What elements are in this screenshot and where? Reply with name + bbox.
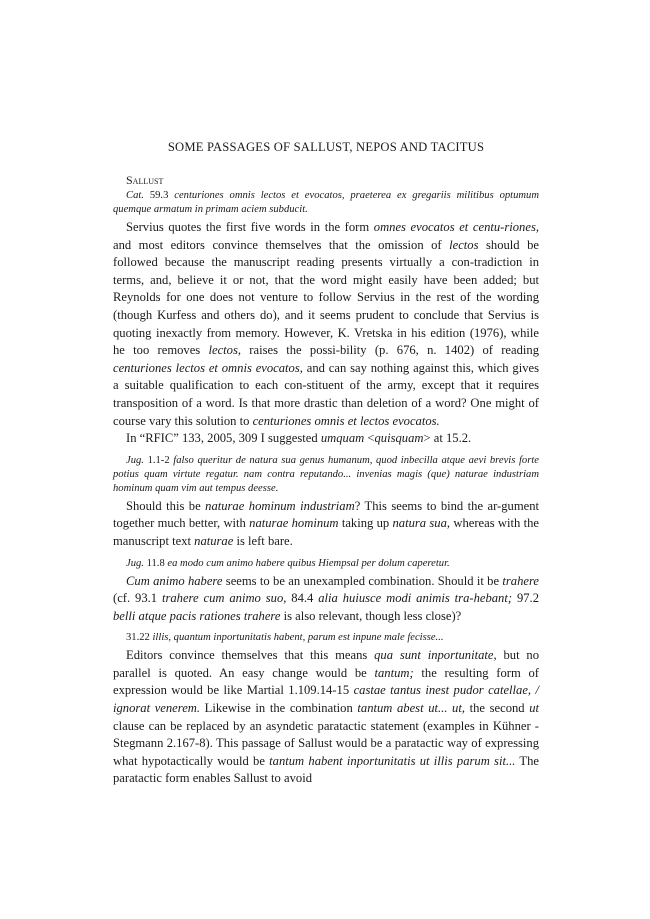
text-run: 31.22 — [126, 632, 153, 644]
text-run: and can say nothing against this, which gives a suitable qualification to each con-stituent of the army, except that it requires transposition of a word. Is that more drastic than deletion of a word? One might of course vary this solution to — [113, 360, 539, 428]
italic-text: falso queritur de natura sua genus humanum, quod inbecilla atque aevi brevis forte potius quam virtute regatur. nam contra reputando... invenias magis (que) naturae industriam hominum quam vim aut tempus deesse. — [113, 454, 539, 494]
italic-text: umquam — [320, 431, 365, 446]
italic-text: tantum habent inportunitatis ut illis parum sit... — [269, 753, 516, 768]
italic-text: belli atque pacis rationes trahere — [113, 608, 281, 623]
text-run: Editors convince themselves that this means — [126, 648, 375, 663]
paragraph — [113, 498, 539, 551]
text-run: < — [364, 431, 375, 446]
italic-text: tantum; — [374, 665, 414, 680]
text-run: is left bare. — [233, 533, 293, 548]
italic-text: ea modo cum animo habere quibus Hiempsal per dolum caperetur. — [167, 557, 450, 569]
quoted-passage — [113, 454, 539, 496]
text-run: but no parallel is quoted. An easy change would be — [113, 648, 540, 680]
text-run: 84.4 — [286, 591, 319, 606]
italic-text: illis, quantum inportunitatis habent, parum est inpune male fecisse... — [152, 632, 444, 644]
paragraph — [113, 647, 539, 788]
italic-text: Jug. — [126, 454, 144, 466]
italic-text: qua sunt inportunitate, — [374, 648, 497, 663]
text-run: and most editors convince themselves that the omission of — [113, 237, 450, 252]
text-run: 97.2 — [512, 591, 539, 606]
body-text — [113, 189, 539, 788]
text-run: 59.3 — [143, 190, 175, 201]
page-title: SOME PASSAGES OF SALLUST, NEPOS AND TACITUS — [167, 140, 485, 154]
text-run: Servius quotes the first five words in the form — [126, 220, 374, 234]
paragraph — [113, 573, 539, 626]
italic-text: Cum animo habere — [126, 573, 223, 588]
italic-text: Cat. — [126, 190, 144, 201]
text-run: should be followed because the manuscript reading presents virtually a con-tradiction in terms, and, believe it or not, that the word might easily have been added; but Reynolds for one does not venture to follow Servius in the rest of the wording (though Kurfess and others do), and it seems prudent to conclude that Servius is quoting inexactly from memory. However, K. Vretska in his edition (1976), while he too removes — [113, 237, 539, 358]
text-run: The paratactic form enables Sallust to avoid — [113, 753, 539, 786]
italic-text: naturae — [194, 533, 234, 548]
text-run: taking up — [338, 516, 393, 531]
text-run: In “RFIC” 133, 2005, 309 I suggested — [126, 431, 321, 446]
italic-text: tantum abest ut... ut, — [357, 701, 465, 716]
italic-text: Jug. — [126, 557, 144, 569]
text-run: the resulting form of expression would be like Martial 1.109.14-15 — [113, 665, 539, 698]
text-run: Likewise in the combination — [200, 701, 358, 716]
text-run: raises the possi-bility (p. 676, n. 1402) of reading — [241, 343, 539, 358]
page-content — [113, 140, 539, 788]
text-run: (cf. 93.1 — [113, 591, 162, 606]
italic-text: centuriones lectos et omnis evocatos, — [113, 360, 303, 375]
text-run: > at 15.2. — [423, 431, 472, 446]
text-run: is also relevant, though less close)? — [280, 608, 462, 623]
paragraph — [113, 219, 539, 430]
text-run: whereas with the manuscript text — [113, 516, 539, 548]
quoted-passage — [113, 189, 539, 217]
paragraph — [113, 430, 539, 448]
text-run: Should this be — [126, 498, 206, 513]
italic-text: naturae hominum industriam — [205, 498, 355, 513]
text-run: 11.8 — [143, 557, 168, 569]
italic-text: alia huiusce modi animis tra-hebant; — [318, 591, 513, 606]
text-run: clause can be replaced by an asyndetic paratactic statement (examples in Kühner - Stegmann 2.167-8). This passage of Sallust would be a paratactic way of expressing what hypotactically would be — [113, 718, 539, 768]
quoted-passage — [113, 631, 539, 645]
italic-text: natura sua, — [392, 516, 451, 531]
section-heading: Sallust — [126, 173, 164, 187]
italic-text: lectos, — [208, 343, 242, 358]
italic-text: naturae hominum — [249, 516, 339, 531]
text-run: ? This seems to bind the ar-gument together much better, with — [113, 498, 540, 531]
italic-text: centuriones omnis lectos et evocatos, praeterea ex gregariis militibus optumum quemque armatum in primam aciem subducit. — [113, 190, 539, 215]
italic-text: castae tantus inest pudor catellae, / ignorat venerem. — [113, 683, 539, 716]
text-run: the second — [465, 701, 530, 716]
italic-text: quisquam — [374, 431, 424, 446]
italic-text: ut — [529, 701, 539, 716]
quoted-passage — [113, 557, 539, 571]
italic-text: lectos — [449, 237, 479, 252]
italic-text: omnes evocatos et centu-riones, — [373, 220, 539, 234]
italic-text: trahere — [502, 573, 539, 588]
text-run: seems to be an unexampled combination. Should it be — [222, 573, 503, 588]
text-run: 1.1-2 — [143, 454, 174, 466]
italic-text: centuriones omnis et lectos evocatos. — [252, 413, 440, 428]
italic-text: trahere cum animo suo, — [161, 591, 287, 606]
